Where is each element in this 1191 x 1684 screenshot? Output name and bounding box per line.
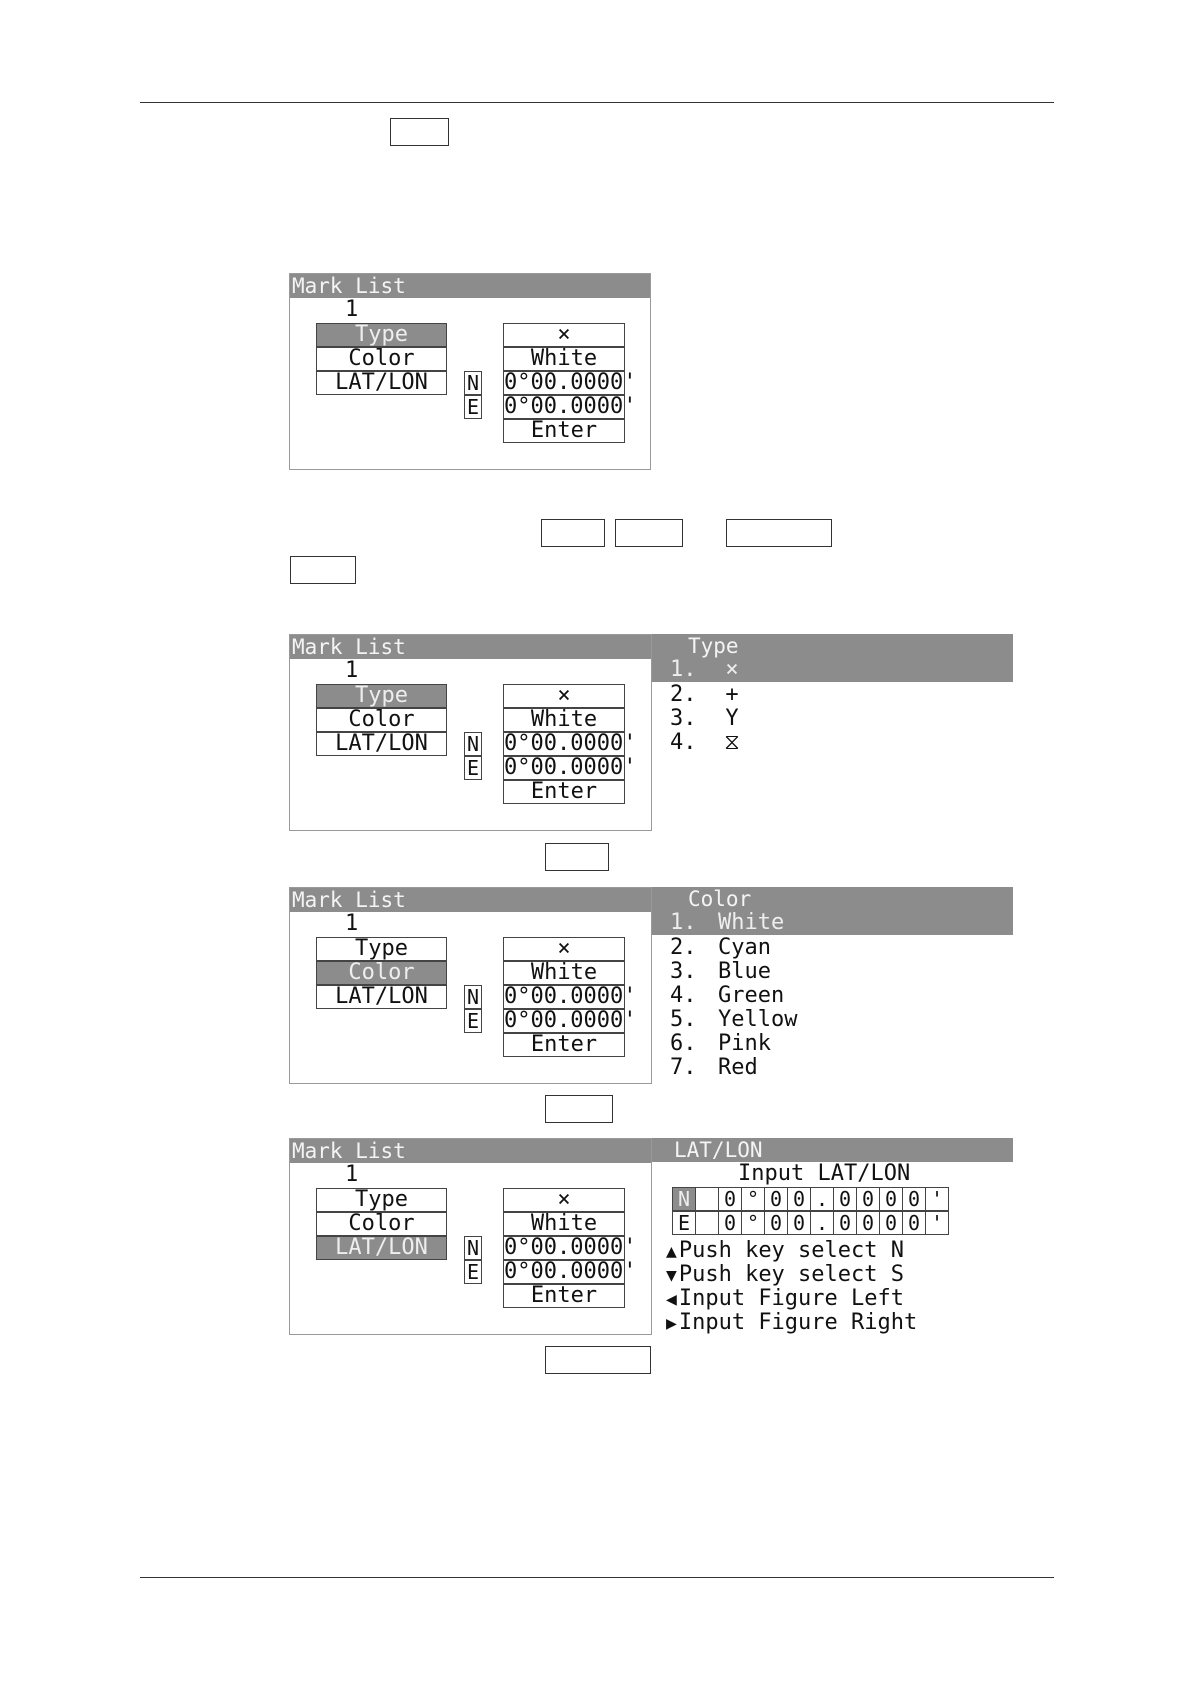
color-option-6[interactable]: 6. Pink: [670, 1031, 771, 1056]
mark-list-window: [289, 634, 651, 831]
degree-symbol: °: [742, 1188, 765, 1211]
longitude-input-row: [672, 1211, 949, 1235]
color-option-3[interactable]: 3. Blue: [670, 959, 771, 984]
lon-fraction-digit-2[interactable]: 0: [857, 1212, 880, 1235]
screen-latlon-input: [289, 1138, 1013, 1335]
lon-hemisphere: E: [464, 756, 482, 780]
color-label[interactable]: Color: [316, 1212, 447, 1236]
lon-value[interactable]: 0°00.0000': [504, 755, 637, 780]
key-box-3[interactable]: [615, 519, 683, 547]
lat-value[interactable]: 0°00.0000': [504, 984, 637, 1009]
type-label[interactable]: Type: [316, 323, 447, 347]
type-menu: [651, 634, 1013, 831]
type-option-2[interactable]: 2. +: [652, 683, 1013, 707]
y-mark-icon: Y: [725, 706, 739, 731]
color-option-2[interactable]: 2. Cyan: [670, 935, 771, 960]
enter-button[interactable]: Enter: [503, 1284, 625, 1308]
mark-list-window: [289, 273, 651, 470]
lat-hemisphere: N: [464, 1236, 482, 1260]
mark-list-title: Mark List: [290, 635, 651, 659]
color-label[interactable]: Color: [316, 347, 447, 371]
lat-hemisphere: N: [464, 732, 482, 756]
minute-symbol: ': [926, 1188, 949, 1211]
lat-fraction-digit-3[interactable]: 0: [880, 1188, 903, 1211]
mark-number: 1: [345, 658, 359, 683]
type-value[interactable]: ×: [503, 323, 625, 347]
color-value[interactable]: White: [503, 961, 625, 985]
lat-minute-digit-1[interactable]: 0: [765, 1188, 788, 1211]
lat-hemisphere: N: [464, 371, 482, 395]
help-figure-left: ◀Input Figure Left: [666, 1286, 905, 1311]
lon-minute-digit-2[interactable]: 0: [788, 1212, 811, 1235]
color-value[interactable]: White: [503, 708, 625, 732]
type-value[interactable]: ×: [503, 684, 625, 708]
color-option-1[interactable]: 1. White: [652, 911, 1013, 935]
footer-rule: [140, 1577, 1054, 1578]
minute-symbol: ': [926, 1212, 949, 1235]
type-option-4[interactable]: 4. ⧖: [652, 731, 1013, 755]
color-menu: [651, 887, 1013, 1084]
lat-minute-digit-2[interactable]: 0: [788, 1188, 811, 1211]
latlon-panel-title: LAT/LON: [652, 1138, 1013, 1162]
input-latlon-heading: Input LAT/LON: [738, 1161, 911, 1186]
decimal-point: .: [811, 1212, 834, 1235]
screen-color-menu: [289, 887, 1013, 1084]
lat-fraction-digit-1[interactable]: 0: [834, 1188, 857, 1211]
lat-value[interactable]: 0°00.0000': [504, 370, 637, 395]
help-select-n: ▲Push key select N: [666, 1238, 905, 1263]
lat-fraction-digit-2[interactable]: 0: [857, 1188, 880, 1211]
type-label[interactable]: Type: [316, 937, 447, 961]
lon-fraction-digit-3[interactable]: 0: [880, 1212, 903, 1235]
enter-button[interactable]: Enter: [503, 1033, 625, 1057]
latitude-input-row: [672, 1187, 949, 1211]
left-triangle-icon: ◀: [666, 1289, 677, 1310]
type-label[interactable]: Type: [316, 1188, 447, 1212]
lon-hemisphere: E: [464, 1260, 482, 1284]
decimal-point: .: [811, 1188, 834, 1211]
key-box-6[interactable]: [545, 843, 609, 871]
latlon-label[interactable]: LAT/LON: [316, 371, 447, 395]
type-value[interactable]: ×: [503, 1188, 625, 1212]
lon-value[interactable]: 0°00.0000': [504, 1008, 637, 1033]
key-box-5[interactable]: [290, 556, 356, 584]
type-option-3[interactable]: 3. Y: [652, 707, 1013, 731]
lat-value[interactable]: 0°00.0000': [504, 731, 637, 756]
mark-list-window: [289, 1138, 651, 1335]
cross-mark-icon: ×: [725, 657, 739, 682]
lat-fraction-digit-4[interactable]: 0: [903, 1188, 926, 1211]
help-figure-right: ▶Input Figure Right: [666, 1310, 918, 1335]
lat-hemisphere: N: [464, 985, 482, 1009]
degree-symbol: °: [742, 1212, 765, 1235]
key-box-2[interactable]: [541, 519, 605, 547]
right-triangle-icon: ▶: [666, 1313, 677, 1334]
type-label[interactable]: Type: [316, 684, 447, 708]
key-box-7[interactable]: [545, 1095, 613, 1123]
color-option-4[interactable]: 4. Green: [670, 983, 785, 1008]
lat-value[interactable]: 0°00.0000': [504, 1235, 637, 1260]
mark-list-title: Mark List: [290, 888, 651, 912]
lon-degree-digit[interactable]: 0: [719, 1212, 742, 1235]
lon-hemisphere: E: [464, 1009, 482, 1033]
key-box-8[interactable]: [545, 1346, 651, 1374]
mark-list-title: Mark List: [290, 274, 650, 298]
type-option-1[interactable]: 1. ×: [652, 658, 1013, 682]
header-rule: [140, 102, 1054, 103]
mark-list-window: [289, 887, 651, 1084]
help-select-s: ▼Push key select S: [666, 1262, 905, 1287]
lon-hemisphere: E: [464, 395, 482, 419]
enter-button[interactable]: Enter: [503, 419, 625, 443]
lat-hemisphere-cell[interactable]: N: [673, 1188, 696, 1211]
color-option-7[interactable]: 7. Red: [670, 1055, 758, 1080]
lon-fraction-digit-4[interactable]: 0: [903, 1212, 926, 1235]
type-menu-title: Type: [652, 634, 1013, 658]
color-label[interactable]: Color: [316, 708, 447, 732]
latlon-label[interactable]: LAT/LON: [316, 1236, 447, 1260]
type-value[interactable]: ×: [503, 937, 625, 961]
lat-degree-digit[interactable]: 0: [719, 1188, 742, 1211]
color-menu-title: Color: [652, 887, 1013, 911]
latlon-label[interactable]: LAT/LON: [316, 985, 447, 1009]
mark-list-title: Mark List: [290, 1139, 651, 1163]
mark-number: 1: [345, 297, 359, 322]
mark-number: 1: [345, 911, 359, 936]
lon-hemisphere-cell[interactable]: E: [673, 1212, 696, 1235]
key-box-1[interactable]: [390, 118, 449, 146]
screen-mark-list: [289, 273, 653, 470]
lon-minute-digit-1[interactable]: 0: [765, 1212, 788, 1235]
mark-number: 1: [345, 1162, 359, 1187]
plus-mark-icon: +: [725, 682, 739, 707]
latlon-input-panel: [651, 1138, 1013, 1335]
color-value[interactable]: White: [503, 347, 625, 371]
color-label[interactable]: Color: [316, 961, 447, 985]
screen-type-menu: [289, 634, 1013, 831]
lon-value[interactable]: 0°00.0000': [504, 394, 637, 419]
lon-fraction-digit-1[interactable]: 0: [834, 1212, 857, 1235]
key-box-4[interactable]: [726, 519, 832, 547]
color-option-5[interactable]: 5. Yellow: [670, 1007, 798, 1032]
enter-button[interactable]: Enter: [503, 780, 625, 804]
down-triangle-icon: ▼: [666, 1265, 677, 1286]
color-value[interactable]: White: [503, 1212, 625, 1236]
up-triangle-icon: ▲: [666, 1241, 677, 1262]
lon-value[interactable]: 0°00.0000': [504, 1259, 637, 1284]
latlon-label[interactable]: LAT/LON: [316, 732, 447, 756]
hourglass-mark-icon: ⧖: [724, 730, 740, 755]
